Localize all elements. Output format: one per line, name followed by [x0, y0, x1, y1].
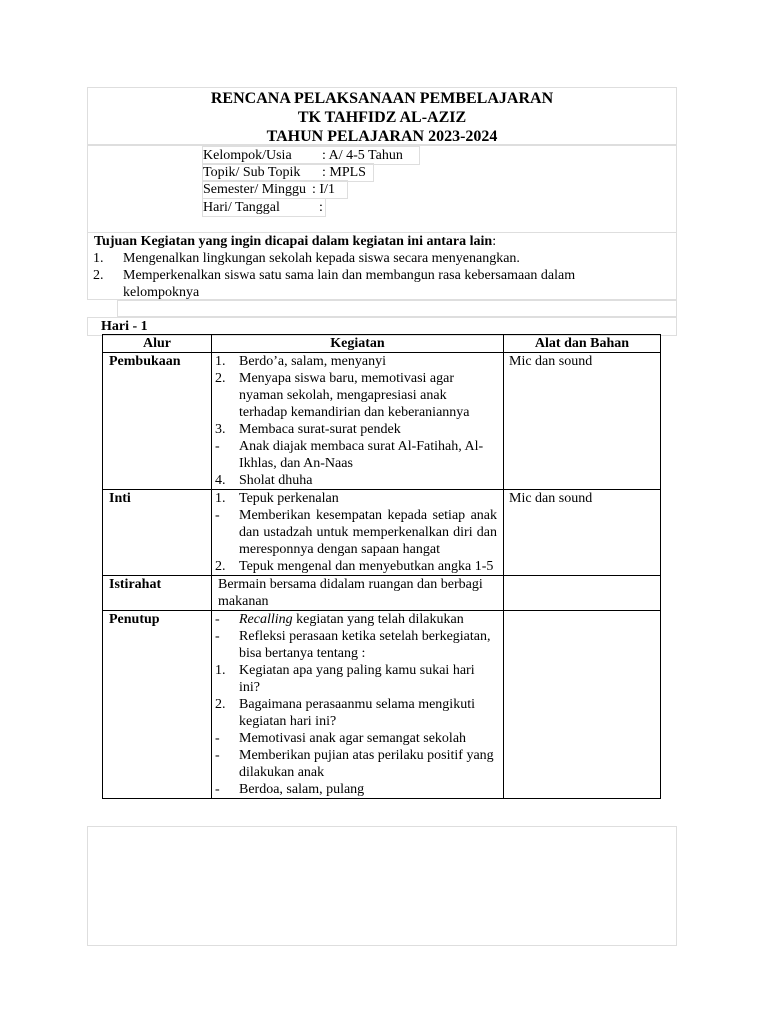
list-text: Berdoa, salam, pulang: [239, 782, 365, 797]
footer-frame: [87, 826, 677, 946]
kegiatan-cell: [212, 611, 504, 799]
table-header-row: [103, 335, 661, 353]
alat-cell: [504, 611, 661, 799]
list-emphasis: Recalling: [239, 612, 293, 627]
list-item: [215, 421, 497, 438]
list-marker: 1.: [215, 663, 226, 678]
alat-cell: Mic dan sound: [504, 490, 661, 576]
list-item: [215, 611, 497, 628]
day-label: Hari - 1: [101, 319, 148, 334]
list-marker: 1.: [215, 354, 226, 369]
list-item: [215, 696, 497, 730]
list-item: [215, 438, 497, 472]
tujuan-item: [93, 250, 653, 267]
list-item: [215, 353, 497, 370]
list-item: [215, 370, 497, 421]
list-marker: -: [215, 612, 220, 627]
table-row: [103, 490, 661, 576]
meta-semester: [202, 180, 348, 199]
list-text: Menyapa siswa baru, memotivasi agar nyaman sekolah, mengapresiasi anak terhadap kemandirian dan keberaniannya: [239, 371, 470, 420]
tujuan-item: [93, 267, 653, 301]
tujuan-text: Mengenalkan lingkungan sekolah kepada siswa secara menyenangkan.: [123, 251, 520, 266]
list-text: Refleksi perasaan ketika setelah berkegiatan, bisa bertanya tentang :: [239, 629, 491, 661]
list-text: Tepuk perkenalan: [239, 491, 339, 506]
list-text: kegiatan yang telah dilakukan: [292, 612, 464, 627]
list-text: Memberikan pujian atas perilaku positif yang dilakukan anak: [239, 748, 494, 780]
list-text: Anak diajak membaca surat Al-Fatihah, Al-Ikhlas, dan An-Naas: [239, 439, 484, 471]
alur-cell: Penutup: [103, 611, 212, 799]
school-name: TK TAHFIDZ AL-AZIZ: [297, 109, 467, 126]
list-text: Berdo’a, salam, menyanyi: [239, 354, 386, 369]
meta-label: Kelompok/Usia: [203, 148, 292, 163]
alat-cell: Mic dan sound: [504, 353, 661, 490]
col-header-alat: Alat dan Bahan: [504, 335, 661, 353]
list-item: [215, 507, 497, 558]
list-text: Tepuk mengenal dan menyebutkan angka 1-5: [239, 559, 494, 574]
list-marker: -: [215, 439, 220, 454]
list-marker: 1.: [215, 491, 226, 506]
tujuan-num: 1.: [93, 251, 104, 266]
list-item: [215, 490, 497, 507]
col-header-alur: Alur: [103, 335, 212, 353]
tujuan-heading-text: Tujuan Kegiatan yang ingin dicapai dalam kegiatan ini antara lain: [94, 234, 493, 249]
meta-value: :: [319, 200, 323, 215]
meta-label: Hari/ Tanggal: [203, 200, 280, 215]
list-text: Memotivasi anak agar semangat sekolah: [239, 731, 467, 746]
list-item: [215, 628, 497, 662]
spacer-frame: [117, 300, 677, 317]
list-item: [215, 730, 497, 747]
kegiatan-cell: [212, 576, 504, 611]
list-marker: -: [215, 508, 220, 523]
list-item: [215, 781, 497, 798]
kegiatan-text: Bermain bersama didalam ruangan dan berbagi makanan: [218, 577, 483, 609]
list-marker: 4.: [215, 473, 226, 488]
table-row: [103, 353, 661, 490]
table-row: [103, 611, 661, 799]
alur-cell: Pembukaan: [103, 353, 212, 490]
list-item: [215, 662, 497, 696]
alur-cell: Inti: [103, 490, 212, 576]
table-row: [103, 576, 661, 611]
meta-label: Topik/ Sub Topik: [203, 165, 301, 180]
meta-hari: [202, 198, 326, 217]
list-marker: 2.: [215, 697, 226, 712]
list-text: Memberikan kesempatan kepada setiap anak dan ustadzah untuk memperkenalkan diri dan meresponnya dengan sapaan hangat: [239, 508, 497, 557]
list-item: [215, 558, 497, 575]
tujuan-heading: [94, 233, 496, 250]
list-text: Membaca surat-surat pendek: [239, 422, 401, 437]
list-marker: 3.: [215, 422, 226, 437]
list-marker: -: [215, 731, 220, 746]
list-marker: 2.: [215, 371, 226, 386]
list-item: [215, 747, 497, 781]
col-header-kegiatan: Kegiatan: [212, 335, 504, 353]
list-item: [215, 472, 497, 489]
doc-title: RENCANA PELAKSANAAN PEMBELAJARAN: [210, 90, 554, 107]
alat-cell: [504, 576, 661, 611]
list-marker: -: [215, 629, 220, 644]
list-marker: -: [215, 782, 220, 797]
meta-value: : I/1: [312, 182, 335, 197]
list-text: Sholat dhuha: [239, 473, 313, 488]
activity-table: [102, 334, 661, 799]
list-marker: -: [215, 748, 220, 763]
meta-label: Semester/ Minggu: [203, 182, 307, 197]
list-text: Bagaimana perasaanmu selama mengikuti kegiatan hari ini?: [239, 697, 475, 729]
alur-cell: Istirahat: [103, 576, 212, 611]
list-text: Kegiatan apa yang paling kamu sukai hari ini?: [239, 663, 475, 695]
school-year: TAHUN PELAJARAN 2023-2024: [266, 128, 498, 145]
tujuan-text: Memperkenalkan siswa satu sama lain dan membangun rasa kebersamaan dalam kelompoknya: [123, 268, 576, 300]
meta-value: : A/ 4-5 Tahun: [322, 148, 403, 163]
meta-value: : MPLS: [322, 165, 366, 180]
tujuan-colon: :: [492, 234, 497, 249]
kegiatan-cell: [212, 490, 504, 576]
tujuan-num: 2.: [93, 268, 104, 283]
kegiatan-cell: [212, 353, 504, 490]
list-marker: 2.: [215, 559, 226, 574]
